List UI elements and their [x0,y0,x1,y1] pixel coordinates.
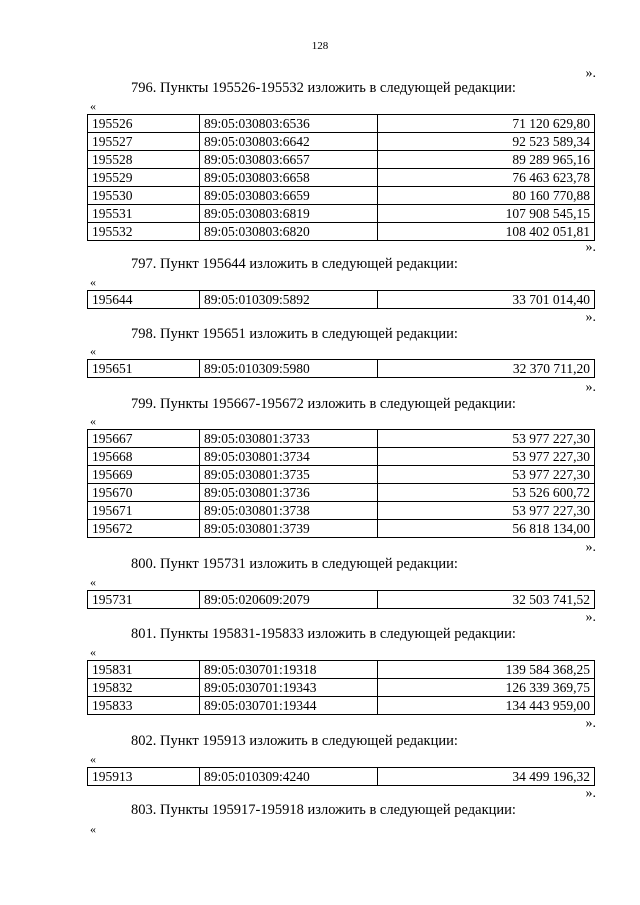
cadastral-number-cell: 89:05:030803:6819 [200,205,378,223]
table-row [88,768,595,786]
section-heading: 797. Пункт 195644 изложить в следующей редакции: [131,256,458,272]
row-number-cell: 195831 [88,661,200,679]
cadastral-value-cell: 53 977 227,30 [378,502,595,520]
closing-quote: ». [585,310,596,325]
table-row [88,466,595,484]
closing-quote: ». [585,786,596,801]
cadastral-number-cell: 89:05:030801:3734 [200,448,378,466]
cadastral-number-cell: 89:05:020609:2079 [200,591,378,609]
cadastral-number-cell: 89:05:030801:3738 [200,502,378,520]
table-row [88,502,595,520]
data-table [87,429,595,538]
cadastral-number-cell: 89:05:030803:6536 [200,115,378,133]
cadastral-number-cell: 89:05:030803:6657 [200,151,378,169]
closing-quote: ». [585,66,596,81]
table-row [88,697,595,715]
table-row [88,115,595,133]
cadastral-number-cell: 89:05:010309:5892 [200,291,378,309]
table-row [88,291,595,309]
opening-quote: « [90,645,96,659]
section-heading: 798. Пункт 195651 изложить в следующей редакции: [131,326,458,342]
row-number-cell: 195669 [88,466,200,484]
cadastral-number-cell: 89:05:030803:6820 [200,223,378,241]
table-row [88,151,595,169]
cadastral-value-cell: 89 289 965,16 [378,151,595,169]
row-number-cell: 195832 [88,679,200,697]
cadastral-value-cell: 56 818 134,00 [378,520,595,538]
row-number-cell: 195833 [88,697,200,715]
table-row [88,187,595,205]
row-number-cell: 195529 [88,169,200,187]
cadastral-number-cell: 89:05:030701:19318 [200,661,378,679]
row-number-cell: 195670 [88,484,200,502]
cadastral-value-cell: 53 977 227,30 [378,430,595,448]
section-heading: 803. Пункты 195917-195918 изложить в следующей редакции: [131,802,516,818]
row-number-cell: 195671 [88,502,200,520]
section-heading: 796. Пункты 195526-195532 изложить в следующей редакции: [131,80,516,96]
row-number-cell: 195644 [88,291,200,309]
cadastral-value-cell: 80 160 770,88 [378,187,595,205]
opening-quote: « [90,575,96,589]
row-number-cell: 195672 [88,520,200,538]
cadastral-value-cell: 33 701 014,40 [378,291,595,309]
row-number-cell: 195667 [88,430,200,448]
table-row [88,661,595,679]
cadastral-value-cell: 107 908 545,15 [378,205,595,223]
cadastral-number-cell: 89:05:030801:3739 [200,520,378,538]
table-row [88,169,595,187]
cadastral-value-cell: 71 120 629,80 [378,115,595,133]
opening-quote: « [90,344,96,358]
cadastral-value-cell: 108 402 051,81 [378,223,595,241]
table-row [88,360,595,378]
table-row [88,591,595,609]
row-number-cell: 195532 [88,223,200,241]
row-number-cell: 195528 [88,151,200,169]
page-number: 128 [311,40,329,52]
opening-quote: « [90,822,96,836]
closing-quote: ». [585,240,596,255]
data-table [87,767,595,786]
table-row [88,223,595,241]
table-row [88,205,595,223]
row-number-cell: 195731 [88,591,200,609]
closing-quote: ». [585,610,596,625]
cadastral-number-cell: 89:05:030801:3735 [200,466,378,484]
section-heading: 802. Пункт 195913 изложить в следующей редакции: [131,733,458,749]
table-row [88,133,595,151]
cadastral-number-cell: 89:05:030803:6642 [200,133,378,151]
section-heading: 799. Пункты 195667-195672 изложить в следующей редакции: [131,396,516,412]
data-table [87,114,595,241]
opening-quote: « [90,99,96,113]
cadastral-number-cell: 89:05:030803:6659 [200,187,378,205]
data-table [87,660,595,715]
table-row [88,484,595,502]
row-number-cell: 195651 [88,360,200,378]
closing-quote: ». [585,380,596,395]
cadastral-value-cell: 126 339 369,75 [378,679,595,697]
row-number-cell: 195668 [88,448,200,466]
opening-quote: « [90,414,96,428]
cadastral-value-cell: 139 584 368,25 [378,661,595,679]
table-row [88,520,595,538]
table-row [88,448,595,466]
opening-quote: « [90,275,96,289]
cadastral-number-cell: 89:05:030801:3733 [200,430,378,448]
row-number-cell: 195531 [88,205,200,223]
cadastral-number-cell: 89:05:030701:19343 [200,679,378,697]
cadastral-value-cell: 34 499 196,32 [378,768,595,786]
cadastral-number-cell: 89:05:030801:3736 [200,484,378,502]
data-table [87,359,595,378]
closing-quote: ». [585,540,596,555]
cadastral-number-cell: 89:05:010309:5980 [200,360,378,378]
row-number-cell: 195527 [88,133,200,151]
section-heading: 800. Пункт 195731 изложить в следующей редакции: [131,556,458,572]
cadastral-value-cell: 53 977 227,30 [378,448,595,466]
row-number-cell: 195913 [88,768,200,786]
table-row [88,679,595,697]
cadastral-value-cell: 76 463 623,78 [378,169,595,187]
cadastral-value-cell: 32 503 741,52 [378,591,595,609]
row-number-cell: 195530 [88,187,200,205]
row-number-cell: 195526 [88,115,200,133]
cadastral-number-cell: 89:05:030803:6658 [200,169,378,187]
cadastral-number-cell: 89:05:030701:19344 [200,697,378,715]
data-table [87,290,595,309]
cadastral-value-cell: 134 443 959,00 [378,697,595,715]
table-row [88,430,595,448]
data-table [87,590,595,609]
cadastral-value-cell: 32 370 711,20 [378,360,595,378]
section-heading: 801. Пункты 195831-195833 изложить в следующей редакции: [131,626,516,642]
opening-quote: « [90,752,96,766]
cadastral-number-cell: 89:05:010309:4240 [200,768,378,786]
cadastral-value-cell: 92 523 589,34 [378,133,595,151]
cadastral-value-cell: 53 526 600,72 [378,484,595,502]
closing-quote: ». [585,716,596,731]
cadastral-value-cell: 53 977 227,30 [378,466,595,484]
